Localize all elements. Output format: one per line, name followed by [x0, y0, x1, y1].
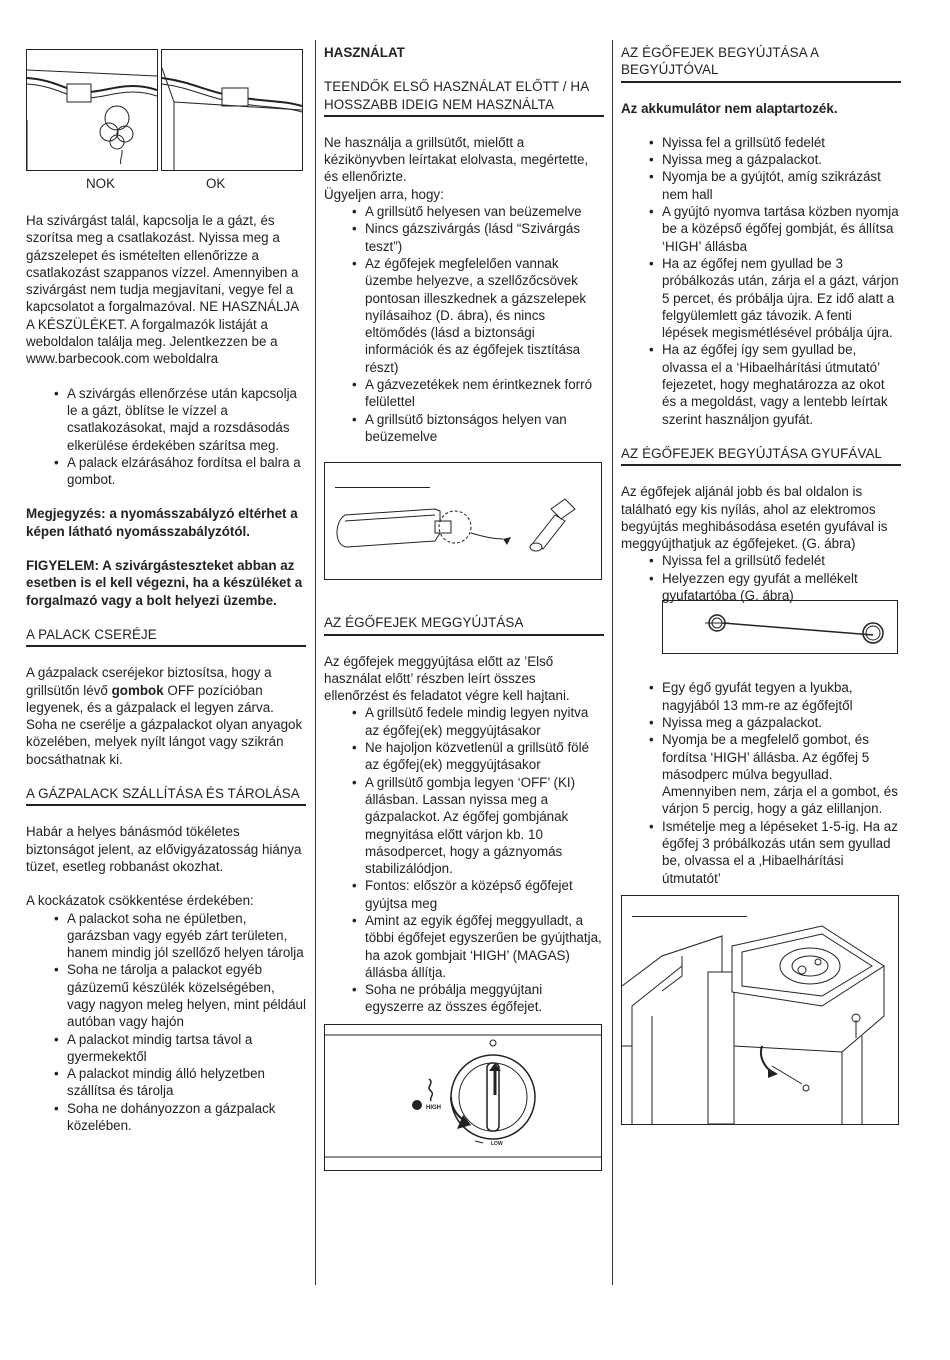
- risk-intro: A kockázatok csökkentése érdekében:: [26, 893, 254, 909]
- ensure-list: [324, 203, 604, 445]
- ensure-intro: Ügyeljen arra, hogy:: [324, 186, 444, 202]
- section-heading-match: AZ ÉGŐFEJEK BEGYÚJTÁSA GYUFÁVAL: [621, 445, 901, 466]
- list-item: • Nyomja be a gyújtót, amíg szikrázást nem hall: [662, 168, 901, 203]
- figure-match-holder: [662, 600, 898, 654]
- section-heading-transport: A GÁZPALACK SZÁLLÍTÁSA ÉS TÁROLÁSA: [26, 785, 306, 806]
- section-heading-first-use: TEENDŐK ELSŐ HASZNÁLAT ELŐTT / HA HOSSZABB IDEIG NEM HASZNÁLTA: [324, 78, 604, 117]
- knob-low-label: LOW: [491, 1140, 503, 1147]
- figure-nok: [26, 49, 158, 171]
- list-item: • Ismételje meg a lépéseket 1-5-ig. Ha az égőfej 3 próbálkozás után sem gyullad be, olvassa el a ‚Hibaelhárítási útmutatót’: [662, 818, 901, 887]
- column-divider-left: [315, 40, 316, 1285]
- column-1: [26, 44, 306, 1134]
- match-list-a: [621, 552, 901, 604]
- replace-text-a: A gázpalack cseréjekor biztosítsa, hogy a grillsütőn lévő: [26, 665, 272, 698]
- list-item: • A gázvezetékek nem érintkeznek forró felülettel: [365, 376, 604, 411]
- list-item: • A gyújtó nyomva tartása közben nyomja be a középső égőfej gombját, és állítsa ‘HIGH’ állásba: [662, 203, 901, 255]
- section-heading-ignite: AZ ÉGŐFEJEK BEGYÚJTÁSA A BEGYÚJTÓVAL: [621, 44, 901, 83]
- list-item: • Ha az égőfej nem gyullad be 3 próbálkozás után, zárja el a gázt, várjon 5 percet, és próbálja újra. Ez idő alatt a felgyülemlett gáz távozik. A fenti lépések megismétlésével próbálja újra.: [662, 255, 901, 341]
- list-item: • Fontos: először a középső égőfejet gyújtsa meg: [365, 877, 604, 912]
- figure-venturi: [324, 462, 602, 580]
- note-paragraph: Megjegyzés: a nyomásszabályzó eltérhet a képen látható nyomásszabályzótól.: [26, 506, 298, 539]
- list-item: • Nyomja be a megfelelő gombot, és fordítsa ‘HIGH’ állásba. Az égőfej 5 másodperc múlva begyullad. Amennyiben nem, zárja el a gombot, és várjon 5 percig, hogy a gáz elillanjon.: [662, 731, 901, 817]
- figure-grill: [621, 895, 899, 1125]
- caption-nok: NOK: [86, 176, 116, 191]
- list-item: • A grillsütő biztonságos helyen van beüzemelve: [365, 411, 604, 446]
- leak-figures: [26, 49, 306, 177]
- list-item: • A palackot mindig tartsa távol a gyermekektől: [67, 1031, 306, 1066]
- list-item: • A palack elzárásához fordítsa el balra a gombot.: [67, 454, 306, 489]
- section-heading-light: AZ ÉGŐFEJEK MEGGYÚJTÁSA: [324, 614, 604, 635]
- replace-text-b: OFF pozícióban legyenek, és a gázpalack el legyen zárva. Soha ne cserélje a gázpalackot olyan anyagok közelében, melyek nyílt lángot vagy szikrán bocsáthatnak ki.: [26, 682, 303, 767]
- ignite-list: [621, 134, 901, 428]
- knob-high-label: HIGH: [426, 1104, 441, 1111]
- list-item: • A grillsütő fedele mindig legyen nyitva az égőfej(ek) meggyújtásakor: [365, 704, 604, 739]
- match-paragraph: Az égőfejek aljánál jobb és bal oldalon is található egy kis nyílás, ahol az elektromos begyújtás meghibásodása esetén gyufával is meggyújthatjuk az égőfejeket. (G. ábra): [621, 484, 888, 552]
- figure-knob: [324, 1024, 602, 1171]
- caption-ok: OK: [206, 176, 226, 191]
- transport-paragraph: Habár a helyes bánásmód tökéletes biztonságot jelent, az elővigyázatosság hiánya tüzet, esetleg robbanást okozhat.: [26, 824, 302, 874]
- page-title: HASZNÁLAT: [324, 45, 405, 60]
- list-item: • Helyezzen egy gyufát a mellékelt gyufatartóba (G. ábra): [662, 570, 901, 605]
- list-item: • Nyissa fel a grillsütő fedelét: [662, 552, 901, 569]
- replace-paragraph: [26, 664, 306, 768]
- list-item: • A grillsütő helyesen van beüzemelve: [365, 203, 604, 220]
- list-item: • Soha ne tárolja a palackot egyéb gázüzemű készülék közelségében, vagy nagyon meleg helyen, mint például autóban vagy hajón: [67, 961, 306, 1030]
- replace-text-bold: gombok: [111, 682, 164, 698]
- list-item: • Soha ne próbálja meggyújtani egyszerre az összes égőfejet.: [365, 981, 604, 1016]
- accumulator-note: Az akkumulátor nem alaptartozék.: [621, 100, 838, 116]
- list-item: • Egy égő gyufát tegyen a lyukba, nagyjából 13 mm-re az égőfejtől: [662, 679, 901, 714]
- figure-ok: [161, 49, 303, 171]
- leak-list: [26, 385, 306, 489]
- first-use-paragraph: Ne használja a grillsütőt, mielőtt a kézikönyvben leírtakat elolvasta, megértette, és ellenőrizte.: [324, 134, 589, 185]
- leak-paragraph: Ha szivárgást talál, kapcsolja le a gázt, és szorítsa meg a csatlakozást. Nyissa meg a gázszelepet és ismételten ellenőrizze a csatlakozást szappanos vízzel. Amennyiben a szivárgást nem tudja megjavítani, vegye fel a kapcsolatot a forgalmazóval. NE HASZNÁLJA A KÉSZÜLÉKET. A forgalmazók listáját a weboldalon találja meg. Jelentkezzen be a www.barbecook.com weboldalra: [26, 213, 299, 367]
- column-2: [324, 44, 604, 1171]
- list-item: • Ne hajoljon közvetlenül a grillsütő fölé az égőfej(ek) meggyújtásakor: [365, 739, 604, 774]
- list-item: • Soha ne dohányozzon a gázpalack közelében.: [67, 1100, 306, 1135]
- figure-label-line: [335, 487, 430, 488]
- list-item: • Ha az égőfej így sem gyullad be, olvassa el a ‘Hibaelhárítási útmutató’ fejezetet, hogy meghatározza az okot és a megoldást, vagy a lentebb leírtak szerint használjon gyufát.: [662, 341, 901, 427]
- column-divider-right: [612, 40, 613, 1285]
- list-item: • A grillsütő gombja legyen ‘OFF’ (KI) állásban. Lassan nyissa meg a gázpalackot. Az égőfej gombjának megnyitása előtt várjon kb. 10 másodpercet, hogy a gáznyomás stabilizálódjon.: [365, 774, 604, 878]
- figure-label-line: [632, 916, 747, 917]
- list-item: • A szivárgás ellenőrzése után kapcsolja le a gázt, öblítse le vízzel a csatlakozásokat, majd a rozsdásodás elkerülése érdekében szárítsa meg.: [67, 385, 306, 454]
- light-paragraph: Az égőfejek meggyújtása előtt az ’Első használat előtt’ részben leírt összes ellenőrzést és feladatot végre kell hajtani.: [324, 653, 570, 704]
- list-item: • Az égőfejek megfelelően vannak üzembe helyezve, a szellőzőcsövek pontosan illeszkednek a gázszelepek nyílásaihoz (D. ábra), és nincs eltömődés (lásd a biztonsági információk és az égőfejek tisztítása részt): [365, 255, 604, 376]
- light-list: [324, 704, 604, 1015]
- list-item: • Nyissa meg a gázpalackot.: [662, 151, 901, 168]
- match-list-b: [621, 679, 901, 887]
- section-heading-replace: A PALACK CSERÉJE: [26, 626, 306, 647]
- match-holder-figure-wrap: [621, 600, 901, 654]
- risk-list: [26, 910, 306, 1135]
- list-item: • A palackot mindig álló helyzetben szállítsa és tárolja: [67, 1065, 306, 1100]
- list-item: • A palackot soha ne épületben, garázsban vagy egyéb zárt területen, hanem mindig jól szellőző helyen tárolja: [67, 910, 306, 962]
- list-item: • Nincs gázszivárgás (lásd “Szivárgás teszt”): [365, 220, 604, 255]
- column-3: [621, 44, 901, 1125]
- warning-paragraph: FIGYELEM: A szivárgásteszteket abban az esetben is el kell végezni, ha a készüléket a forgalmazó vagy a bolt helyezi üzembe.: [26, 558, 303, 608]
- list-item: • Amint az egyik égőfej meggyulladt, a többi égőfejet egyszerűen be gyújthatja, ha azok gombjait ‘HIGH’ (MAGAS) állásba állítja.: [365, 912, 604, 981]
- figure-captions: [26, 175, 306, 195]
- list-item: • Nyissa meg a gázpalackot.: [662, 714, 901, 731]
- list-item: • Nyissa fel a grillsütő fedelét: [662, 134, 901, 151]
